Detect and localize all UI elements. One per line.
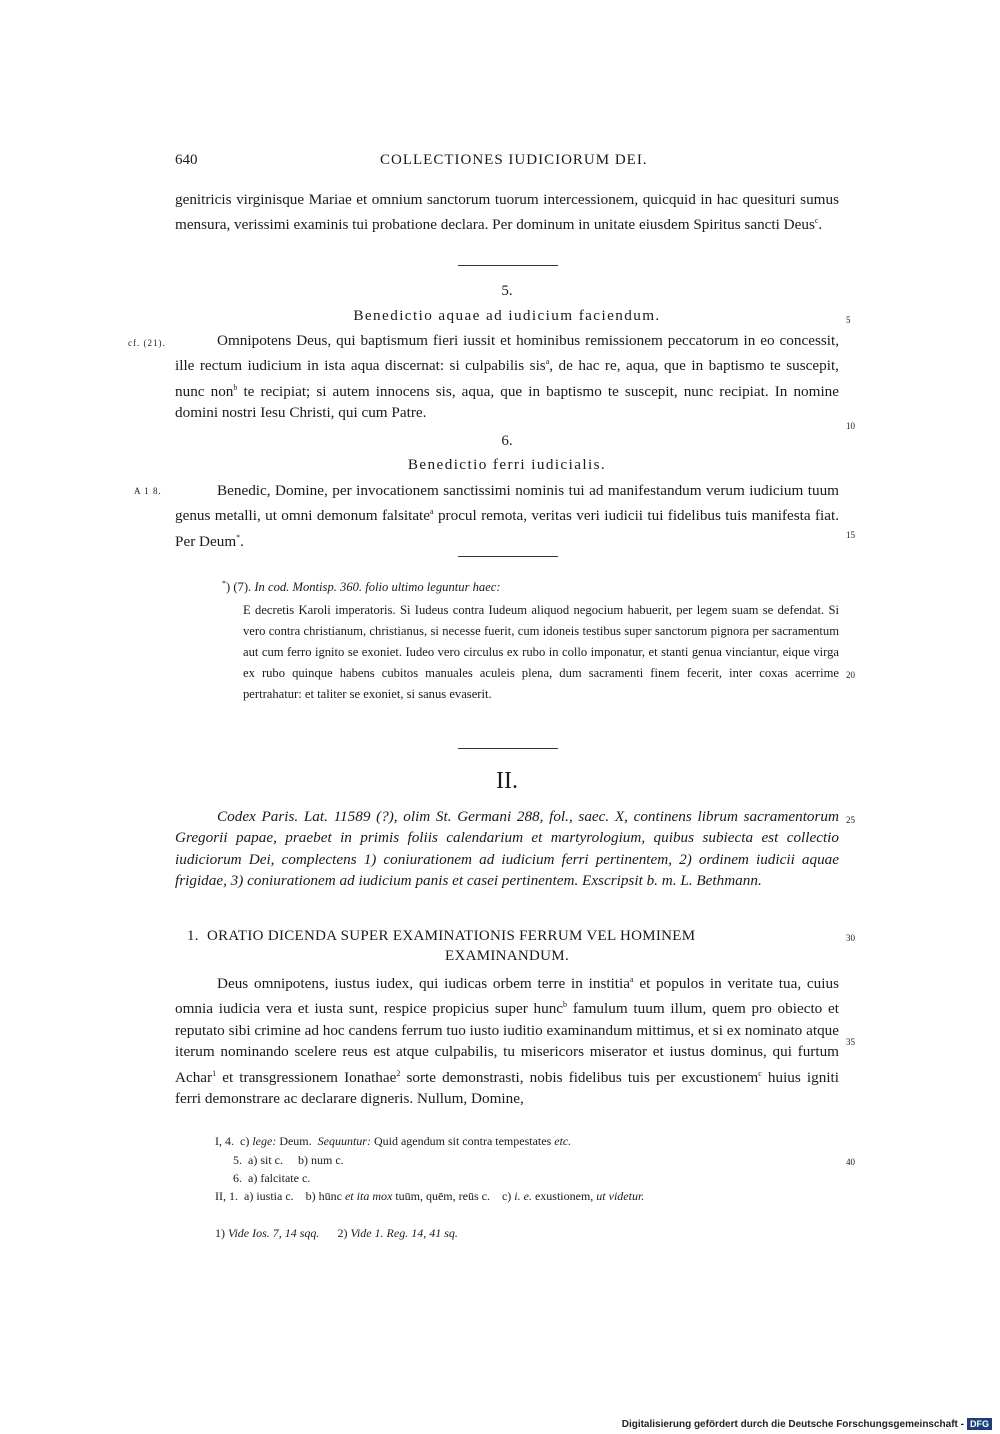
divider bbox=[458, 748, 558, 749]
running-title: COLLECTIONES IUDICIORUM DEI. bbox=[380, 152, 648, 168]
item-1-title-cont: EXAMINANDUM. bbox=[444, 948, 569, 964]
funding-notice: Digitalisierung gefördert durch die Deutsche Forschungsgemeinschaft - DFG bbox=[622, 1418, 992, 1430]
section-5-title: Benedictio aquae ad iudicium faciendum. bbox=[353, 307, 661, 324]
section-5-text: Omnipotens Deus, qui baptismum fieri iussit et hominibus remissionem peccatorum in eo concessit, ille rectum iudicium in ista aqua discernat: si culpabilis sis$^a$, de hac re, aqua, que in baptismo te suscepit, nunc non$^b$ te recipiat; si autem innocens sis, aqua, que in baptismo te suscepit, nunc recipiat. In nomine domini nostri Iesu Christi, qui cum Patre. bbox=[175, 332, 839, 422]
source-notes: 1) Vide Ios. 7, 14 sqq. 2) Vide 1. Reg. 14, 41 sq. bbox=[215, 1226, 458, 1240]
part-2-intro: Codex Paris. Lat. 11589 (?), olim St. Germani 288, fol., saec. X, continens librum sacramentorum Gregorii papae, praebet in primis foliis calendarium et martyrologium, quibus subiecta est collectio iudiciorum Dei, complectens 1) coniurationem ad iudicium ferri pertinentem, 2) ordinem iudicii aquae frigidae, 3) coniurationem ad iudicium panis et casei pertinentem. Exscripsit b. m. L. Bethmann. bbox=[175, 808, 839, 890]
line-number: 30 bbox=[846, 933, 855, 943]
item-1-body: Deus omnipotens, iustus iudex, qui iudicas orbem terre in institia$^a$ et populos in veritate tua, cuius omnia iudicia vera et iusta sunt, respice propicius super hunc$^b$ famulum tuum illum, quem pro obiecto et reputato sibi crimine ad hoc candens ferrum tuo iusto iuditio examinandum mittimus, et si ex nominato atque iterum nominando scelere reus est atque culpabilis, tu misericors miserator et iustus dominus, qui furtum Achar$^1$ et transgressionem Ionathae$^2$ sorte demonstrasti, nobis fidelibus tuis per excustionem$^c$ huius igniti ferri demonstrare ac declarare digneris. Nullum, Domine, bbox=[175, 975, 839, 1108]
footnote-label: *) (7). In cod. Montisp. 360. folio ultimo leguntur haec: bbox=[222, 579, 501, 595]
line-number: 20 bbox=[846, 670, 855, 680]
line-number: 40 bbox=[846, 1157, 855, 1167]
part-2-heading: II. bbox=[496, 768, 518, 794]
line-number: 35 bbox=[846, 1037, 855, 1047]
opening-paragraph: genitricis virginisque Mariae et omnium sanctorum tuorum intercessionem, quicquid in hac quesituri sumus mensura, verissimi examinis tui probatione declara. Per dominum in unitate eiusdem Spiritus sancti Deus$^c$. bbox=[175, 191, 839, 234]
apparatus-line-4: II, 1. a) iustia c. b) hūnc et ita mox tuūm, quēm, reūs c. c) i. e. exustionem, ut videtur. bbox=[215, 1189, 645, 1203]
margin-reference: A 1 8. bbox=[134, 486, 162, 496]
page-header bbox=[175, 152, 845, 172]
section-5-number: 5. bbox=[501, 283, 513, 299]
apparatus-line-1: I, 4. c) lege: Deum. Sequuntur: Quid agendum sit contra tempestates etc. bbox=[215, 1134, 572, 1148]
section-6-title: Benedictio ferri iudicialis. bbox=[407, 456, 607, 473]
section-6-text: Benedic, Domine, per invocationem sanctissimi nominis tui ad manifestandum verum iudicium tuum genus metalli, ut omni demonum falsitate$^a$ procul remota, veritas veri iudicii tui fidelibus tuis manifesta fiat. Per Deum*. bbox=[175, 482, 839, 550]
line-number: 25 bbox=[846, 815, 855, 825]
apparatus-line-3: 6. a) falcitate c. bbox=[233, 1171, 311, 1185]
footnote-text: E decretis Karoli imperatoris. Si Iudeus contra Iudeum aliquod negocium habuerit, per legem suam se defendat. Si vero contra christianum, christianus, si necesse fuerit, cum idoneis testibus super sanctorum pignora per sacramentum aut cum ferro ignito se exoniet. Iudeo vero circulus ex rubo in collo imponatur, et stanti genua vinciantur, eique virga ex rubo quinque habens cubitos manuales aculeis plena, dum sacramenti finem fecerit, inter coxas acerrime pertrahatur: et taliter se exoniet, si sanus evaserit. bbox=[243, 603, 839, 701]
margin-reference: cf. (21). bbox=[128, 338, 166, 348]
item-1-title: 1. ORATIO DICENDA SUPER EXAMINATIONIS FERRUM VEL HOMINEM bbox=[187, 928, 696, 944]
section-6-number: 6. bbox=[501, 433, 513, 449]
apparatus-line-2: 5. a) sit c. b) num c. bbox=[233, 1153, 344, 1167]
dfg-logo: DFG bbox=[967, 1418, 992, 1430]
line-number: 15 bbox=[846, 530, 855, 540]
item-1-number: 1. bbox=[187, 928, 199, 944]
divider bbox=[458, 556, 558, 557]
page-number: 640 bbox=[175, 152, 198, 168]
line-number: 10 bbox=[846, 421, 855, 431]
line-number: 5 bbox=[846, 315, 851, 325]
divider bbox=[458, 265, 558, 266]
